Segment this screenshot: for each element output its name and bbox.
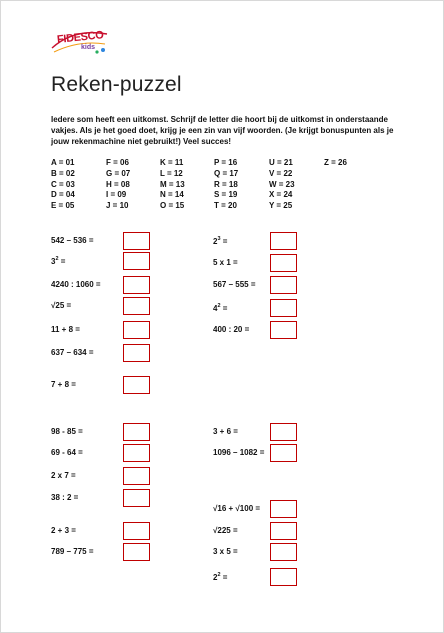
answer-box[interactable]	[270, 299, 297, 317]
answer-box[interactable]	[270, 522, 297, 540]
answer-box[interactable]	[123, 522, 150, 540]
problem-text	[213, 258, 238, 267]
problem-text	[51, 547, 93, 556]
logo-subtext: kids	[81, 44, 96, 51]
exponent: 2	[217, 303, 221, 309]
equals-sign: =	[220, 304, 228, 313]
answer-box[interactable]	[270, 500, 297, 518]
problem-text	[51, 280, 101, 289]
exponent: 3	[217, 236, 221, 242]
answer-box[interactable]	[123, 489, 150, 507]
problem-expression: 542 – 536 =	[51, 236, 94, 245]
problem-expression: 3 x 5 =	[213, 547, 238, 556]
problem-text	[213, 572, 227, 582]
answer-box[interactable]	[270, 444, 297, 462]
problem-expression: 2	[213, 573, 218, 582]
legend-entry: A = 01	[51, 158, 75, 167]
legend-entry: H = 08	[106, 179, 130, 189]
legend-entry: F = 06	[106, 158, 129, 167]
answer-box[interactable]	[270, 321, 297, 339]
answer-box[interactable]	[123, 344, 150, 362]
problem-text	[51, 471, 76, 480]
problem-expression: 2	[213, 237, 218, 246]
problem-text	[51, 325, 80, 334]
legend-entry: D = 04	[51, 190, 75, 200]
answer-box[interactable]	[270, 232, 297, 250]
answer-box[interactable]	[270, 276, 297, 294]
problem-text	[213, 280, 255, 289]
answer-box[interactable]	[123, 467, 150, 485]
problem-expression: 11 + 8 =	[51, 325, 80, 334]
legend-entry: W = 23	[269, 179, 295, 189]
legend-entry: Z = 26	[324, 158, 347, 167]
problem-expression: 69 - 64 =	[51, 448, 83, 457]
problem-text	[51, 526, 76, 535]
equals-sign: =	[220, 237, 228, 246]
problem-text	[51, 348, 93, 357]
problem-expression: 38 : 2 =	[51, 493, 79, 502]
problem-text	[51, 380, 76, 389]
legend-entry: G = 07	[106, 168, 131, 178]
letter-number-legend	[51, 158, 381, 213]
answer-box[interactable]	[123, 276, 150, 294]
legend-entry: T = 20	[214, 201, 237, 211]
equals-sign: =	[58, 257, 66, 266]
legend-entry: Y = 25	[269, 201, 293, 211]
legend-entry: I = 09	[106, 190, 127, 200]
problem-expression: 1096 – 1082 =	[213, 448, 265, 457]
legend-entry: P = 16	[214, 158, 238, 167]
page-title: Reken-puzzel	[51, 73, 182, 96]
answer-box[interactable]	[270, 568, 297, 586]
problem-expression: 789 – 775 =	[51, 547, 94, 556]
legend-entry: V = 22	[269, 168, 293, 178]
legend-entry: U = 21	[269, 158, 293, 167]
problem-expression: 3	[51, 257, 56, 266]
problem-text	[213, 236, 227, 246]
problem-expression: 4240 : 1060 =	[51, 280, 101, 289]
problem-text	[51, 301, 71, 310]
problem-text	[51, 236, 93, 245]
problem-expression: √16 + √100 =	[213, 504, 261, 513]
answer-box[interactable]	[270, 543, 297, 561]
legend-entry: K = 11	[160, 158, 184, 167]
problem-expression: 98 - 85 =	[51, 427, 83, 436]
answer-box[interactable]	[123, 321, 150, 339]
problem-expression: √25 =	[51, 301, 72, 310]
problem-expression: √225 =	[213, 526, 238, 535]
problem-expression: 5 x 1 =	[213, 258, 238, 267]
legend-entry: O = 15	[160, 201, 185, 211]
instructions-text: Iedere som heeft een uitkomst. Schrijf de letter die hoort bij de uitkomst in onderstaande vakjes. Als je het goed doet, krijg je een zin van vijf woorden. (Je krijgt bonuspunten als je jouw rekenmachine niet gebruikt!) Veel succes!	[51, 115, 394, 146]
problem-text	[51, 427, 83, 436]
answer-box[interactable]	[123, 423, 150, 441]
problem-expression: 4	[213, 304, 218, 313]
legend-entry: R = 18	[214, 179, 238, 189]
problem-expression: 2 x 7 =	[51, 471, 76, 480]
legend-entry: Q = 17	[214, 168, 239, 178]
legend-entry: L = 12	[160, 168, 183, 178]
answer-box[interactable]	[123, 232, 150, 250]
exponent: 2	[217, 572, 221, 578]
problem-text	[213, 427, 238, 436]
equals-sign: =	[220, 573, 228, 582]
answer-box[interactable]	[270, 423, 297, 441]
legend-entry: J = 10	[106, 201, 129, 211]
legend-entry: X = 24	[269, 190, 293, 200]
answer-box[interactable]	[270, 254, 297, 272]
problem-text	[51, 448, 83, 457]
problem-expression: 2 + 3 =	[51, 526, 76, 535]
problem-text	[213, 547, 238, 556]
answer-box[interactable]	[123, 297, 150, 315]
answer-box[interactable]	[123, 543, 150, 561]
problem-text	[213, 504, 260, 513]
problem-text	[213, 526, 238, 535]
exponent: 2	[55, 256, 59, 262]
answer-box[interactable]	[123, 376, 150, 394]
problem-expression: 567 – 555 =	[213, 280, 256, 289]
logo-text: FIDESCO	[56, 29, 105, 46]
problem-expression: 7 + 8 =	[51, 380, 76, 389]
problem-expression: 637 – 634 =	[51, 348, 94, 357]
problem-expression: 3 + 6 =	[213, 427, 238, 436]
answer-box[interactable]	[123, 252, 150, 270]
problem-text	[213, 448, 264, 457]
problem-text	[213, 303, 227, 313]
legend-entry: N = 14	[160, 190, 184, 200]
problem-text	[51, 256, 65, 266]
problem-expression: 400 : 20 =	[213, 325, 250, 334]
legend-entry: E = 05	[51, 201, 75, 211]
problem-text	[51, 493, 78, 502]
answer-box[interactable]	[123, 444, 150, 462]
legend-entry: S = 19	[214, 190, 238, 200]
problem-text	[213, 325, 249, 334]
legend-entry: B = 02	[51, 168, 75, 178]
legend-entry: M = 13	[160, 179, 185, 189]
legend-entry: C = 03	[51, 179, 75, 189]
fidesco-logo	[49, 26, 111, 56]
